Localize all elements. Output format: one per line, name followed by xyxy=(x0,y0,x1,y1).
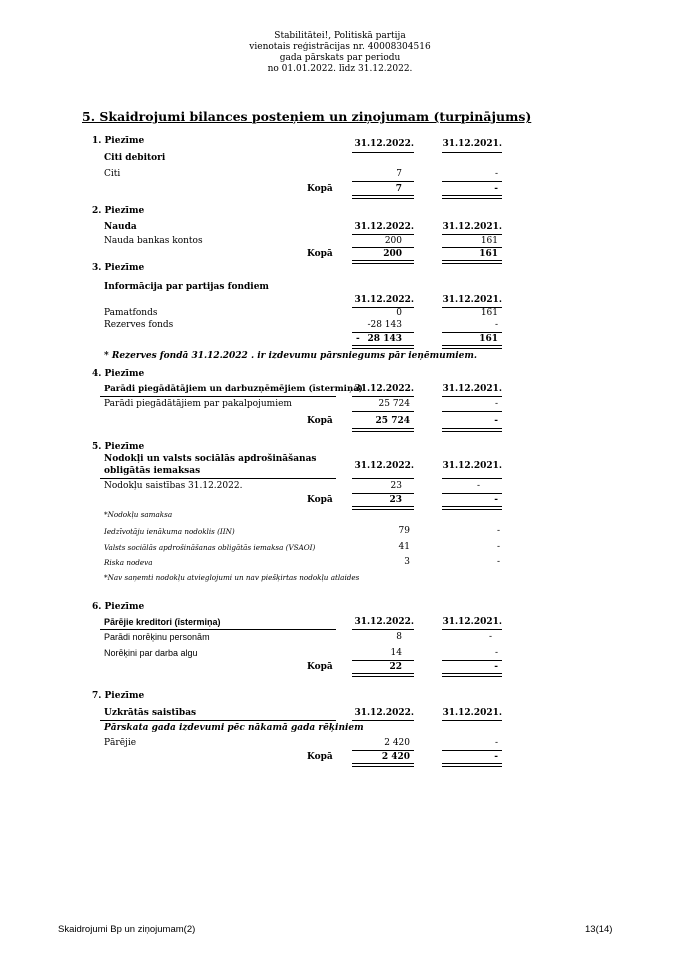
tax-row-label: Valsts sociālās apdrošināšanas obligātās iemaksa (VSAOI) xyxy=(104,543,316,552)
header-line-1: Stabilitātei!, Politiskā partija xyxy=(274,31,406,41)
note-3-row-1-2022: 0 xyxy=(396,308,402,318)
double-rule xyxy=(352,345,414,349)
rule xyxy=(352,720,414,721)
rule xyxy=(442,181,502,182)
note-2-col-2021: 31.12.2021. xyxy=(442,222,502,232)
note-1-row-2022: 7 xyxy=(396,169,402,179)
note-7-total-2022: 2 420 xyxy=(381,752,410,762)
note-5-total-2022: 23 xyxy=(389,495,402,505)
note-7-col-2022: 31.12.2022. xyxy=(354,708,414,718)
rule xyxy=(352,411,414,412)
double-rule xyxy=(442,428,502,432)
note-1-col-2022: 31.12.2022. xyxy=(354,139,414,149)
note-5-title: 5. Piezīme xyxy=(92,442,145,452)
note-1-title: 1. Piezīme xyxy=(92,136,145,146)
tax-row-label: Iedzīvotāju ienākuma nodoklis (IIN) xyxy=(104,527,235,536)
note-6-row-2-label: Norēķini par darba algu xyxy=(104,648,198,658)
double-rule xyxy=(442,260,502,264)
note-5-row-label: Nodokļu saistības 31.12.2022. xyxy=(104,481,243,491)
rule xyxy=(442,493,502,494)
note-1-row-label: Citi xyxy=(104,169,121,179)
note-2-subtitle: Nauda xyxy=(104,222,137,232)
note-4-total-2021: - xyxy=(494,416,498,426)
note-6-subtitle: Pārējie kreditori (īstermiņa) xyxy=(104,617,221,627)
note-7-row-label: Pārējie xyxy=(104,738,137,748)
note-2-row-label: Nauda bankas kontos xyxy=(104,236,203,246)
rule xyxy=(100,396,336,397)
rule xyxy=(352,181,414,182)
note-6-row-1-label: Parādi norēķinu personām xyxy=(104,632,210,642)
note-3-total-2021: 161 xyxy=(479,334,498,344)
note-5-row-2021: - xyxy=(476,481,480,491)
note-3-row-1-2021: 161 xyxy=(480,308,498,318)
note-3-title: 3. Piezīme xyxy=(92,263,145,273)
note-7-total-2021: - xyxy=(494,752,498,762)
tax-row-label: Riska nodeva xyxy=(104,558,153,567)
note-6-title: 6. Piezīme xyxy=(92,602,145,612)
double-rule xyxy=(442,673,502,677)
note-4-total-2022: 25 724 xyxy=(375,416,410,426)
note-2-row-2021: 161 xyxy=(480,236,498,246)
rule xyxy=(100,720,336,721)
rule xyxy=(442,629,502,630)
note-3-col-2022: 31.12.2022. xyxy=(354,295,414,305)
note-6-row-1-2021: - xyxy=(488,632,492,642)
note-3-row-2-label: Rezerves fonds xyxy=(104,320,174,330)
rule xyxy=(352,247,414,248)
tax-row-2022: 41 xyxy=(398,542,410,552)
note-4-title: 4. Piezīme xyxy=(92,369,145,379)
note-7-subtitle: Uzkrātās saistības xyxy=(104,708,197,718)
note-3-row-1-label: Pamatfonds xyxy=(104,308,158,318)
rule xyxy=(442,478,502,479)
note-2-col-2022: 31.12.2022. xyxy=(354,222,414,232)
rule xyxy=(352,234,414,235)
rule xyxy=(442,750,502,751)
tax-row-2021: - xyxy=(496,542,500,552)
rule xyxy=(352,332,414,333)
rule xyxy=(100,629,336,630)
note-7-title: 7. Piezīme xyxy=(92,691,145,701)
note-4-col-2021: 31.12.2021. xyxy=(442,384,502,394)
note-2-total-label: Kopā xyxy=(307,249,333,259)
note-6-total-label: Kopā xyxy=(307,662,333,672)
note-1-row-2021: - xyxy=(494,169,498,179)
note-3-total-sign: - xyxy=(356,334,360,344)
note-5-col-2021: 31.12.2021. xyxy=(442,461,502,471)
note-6-row-1-2022: 8 xyxy=(396,632,402,642)
tax-row-2021: - xyxy=(496,526,500,536)
note-7-subheading: Pārskata gada izdevumi pēc nākamā gada rēķiniem xyxy=(104,723,364,733)
rule xyxy=(442,234,502,235)
double-rule xyxy=(442,506,502,510)
rule xyxy=(352,478,414,479)
note-7-col-2021: 31.12.2021. xyxy=(442,708,502,718)
rule xyxy=(442,660,502,661)
note-1-col-2021: 31.12.2021. xyxy=(442,139,502,149)
note-5-paid-label: *Nodokļu samaksa xyxy=(104,510,173,519)
double-rule xyxy=(442,195,502,199)
note-7-row-2021: - xyxy=(494,738,498,748)
footer-page-number: 13(14) xyxy=(585,924,613,935)
note-5-footnote: *Nav saņemti nodokļu atvieglojumi un nav piešķirtas nodokļu atlaides xyxy=(104,573,360,582)
note-5-subtitle-line-1: Nodokļi un valsts sociālās apdrošināšanas xyxy=(104,454,317,464)
note-5-subtitle-line-2: obligātās iemaksas xyxy=(104,466,201,476)
note-4-row-2022: 25 724 xyxy=(378,399,410,409)
rule xyxy=(442,247,502,248)
rule xyxy=(352,152,414,153)
note-7-row-2022: 2 420 xyxy=(384,738,410,748)
note-5-total-2021: - xyxy=(494,495,498,505)
note-4-total-label: Kopā xyxy=(307,416,333,426)
double-rule xyxy=(352,195,414,199)
note-3-subtitle: Informācija par partijas fondiem xyxy=(104,282,269,292)
note-2-row-2022: 200 xyxy=(384,236,402,246)
note-6-total-2022: 22 xyxy=(389,662,402,672)
header-line-4: no 01.01.2022. līdz 31.12.2022. xyxy=(267,64,413,74)
note-5-col-2022: 31.12.2022. xyxy=(354,461,414,471)
note-6-row-2-2022: 14 xyxy=(390,648,402,658)
double-rule xyxy=(352,763,414,767)
rule xyxy=(442,332,502,333)
rule xyxy=(352,629,414,630)
note-6-total-2021: - xyxy=(494,662,498,672)
rule xyxy=(352,660,414,661)
note-2-total-2022: 200 xyxy=(383,249,402,259)
header-line-3: gada pārskats par periodu xyxy=(279,53,401,63)
double-rule xyxy=(352,673,414,677)
rule xyxy=(442,396,502,397)
double-rule xyxy=(352,260,414,264)
note-5-total-label: Kopā xyxy=(307,495,333,505)
note-4-col-2022: 31.12.2022. xyxy=(354,384,414,394)
header-line-2: vienotais reģistrācijas nr. 40008304516 xyxy=(249,42,431,52)
rule xyxy=(442,152,502,153)
note-4-subtitle: Parādi piegādātājiem un darbuzņēmējiem (īstermiņa) xyxy=(104,384,363,394)
rule xyxy=(352,396,414,397)
section-title: 5. Skaidrojumi bilances posteņiem un ziņojumam (turpinājums) xyxy=(82,109,532,124)
rule xyxy=(442,411,502,412)
tax-row-2022: 3 xyxy=(404,557,410,567)
double-rule xyxy=(352,506,414,510)
double-rule xyxy=(352,428,414,432)
rule xyxy=(100,478,336,479)
rule xyxy=(442,720,502,721)
note-5-row-2022: 23 xyxy=(390,481,402,491)
double-rule xyxy=(442,345,502,349)
note-1-total-2022: 7 xyxy=(395,184,402,194)
note-4-row-2021: - xyxy=(494,399,498,409)
note-1-total-2021: - xyxy=(494,184,498,194)
note-3-row-2-2021: - xyxy=(494,320,498,330)
rule xyxy=(352,750,414,751)
double-rule xyxy=(442,763,502,767)
note-2-title: 2. Piezīme xyxy=(92,206,145,216)
note-1-subtitle: Citi debitori xyxy=(104,153,166,163)
footer-document-name: Skaidrojumi Bp un ziņojumam(2) xyxy=(58,924,196,935)
note-3-col-2021: 31.12.2021. xyxy=(442,295,502,305)
note-6-col-2022: 31.12.2022. xyxy=(354,617,414,627)
note-3-total-2022: 28 143 xyxy=(367,334,402,344)
note-4-row-label: Parādi piegādātājiem par pakalpojumiem xyxy=(104,399,292,409)
note-3-row-2-2022: -28 143 xyxy=(367,320,402,330)
note-7-total-label: Kopā xyxy=(307,752,333,762)
note-6-row-2-2021: - xyxy=(494,648,498,658)
note-6-col-2021: 31.12.2021. xyxy=(442,617,502,627)
tax-row-2022: 79 xyxy=(398,526,410,536)
note-2-total-2021: 161 xyxy=(479,249,498,259)
tax-row-2021: - xyxy=(496,557,500,567)
rule xyxy=(352,493,414,494)
note-3-footnote: * Rezerves fondā 31.12.2022 . ir izdevumu pārsniegums pār ieņēmumiem. xyxy=(104,351,478,361)
note-1-total-label: Kopā xyxy=(307,184,333,194)
